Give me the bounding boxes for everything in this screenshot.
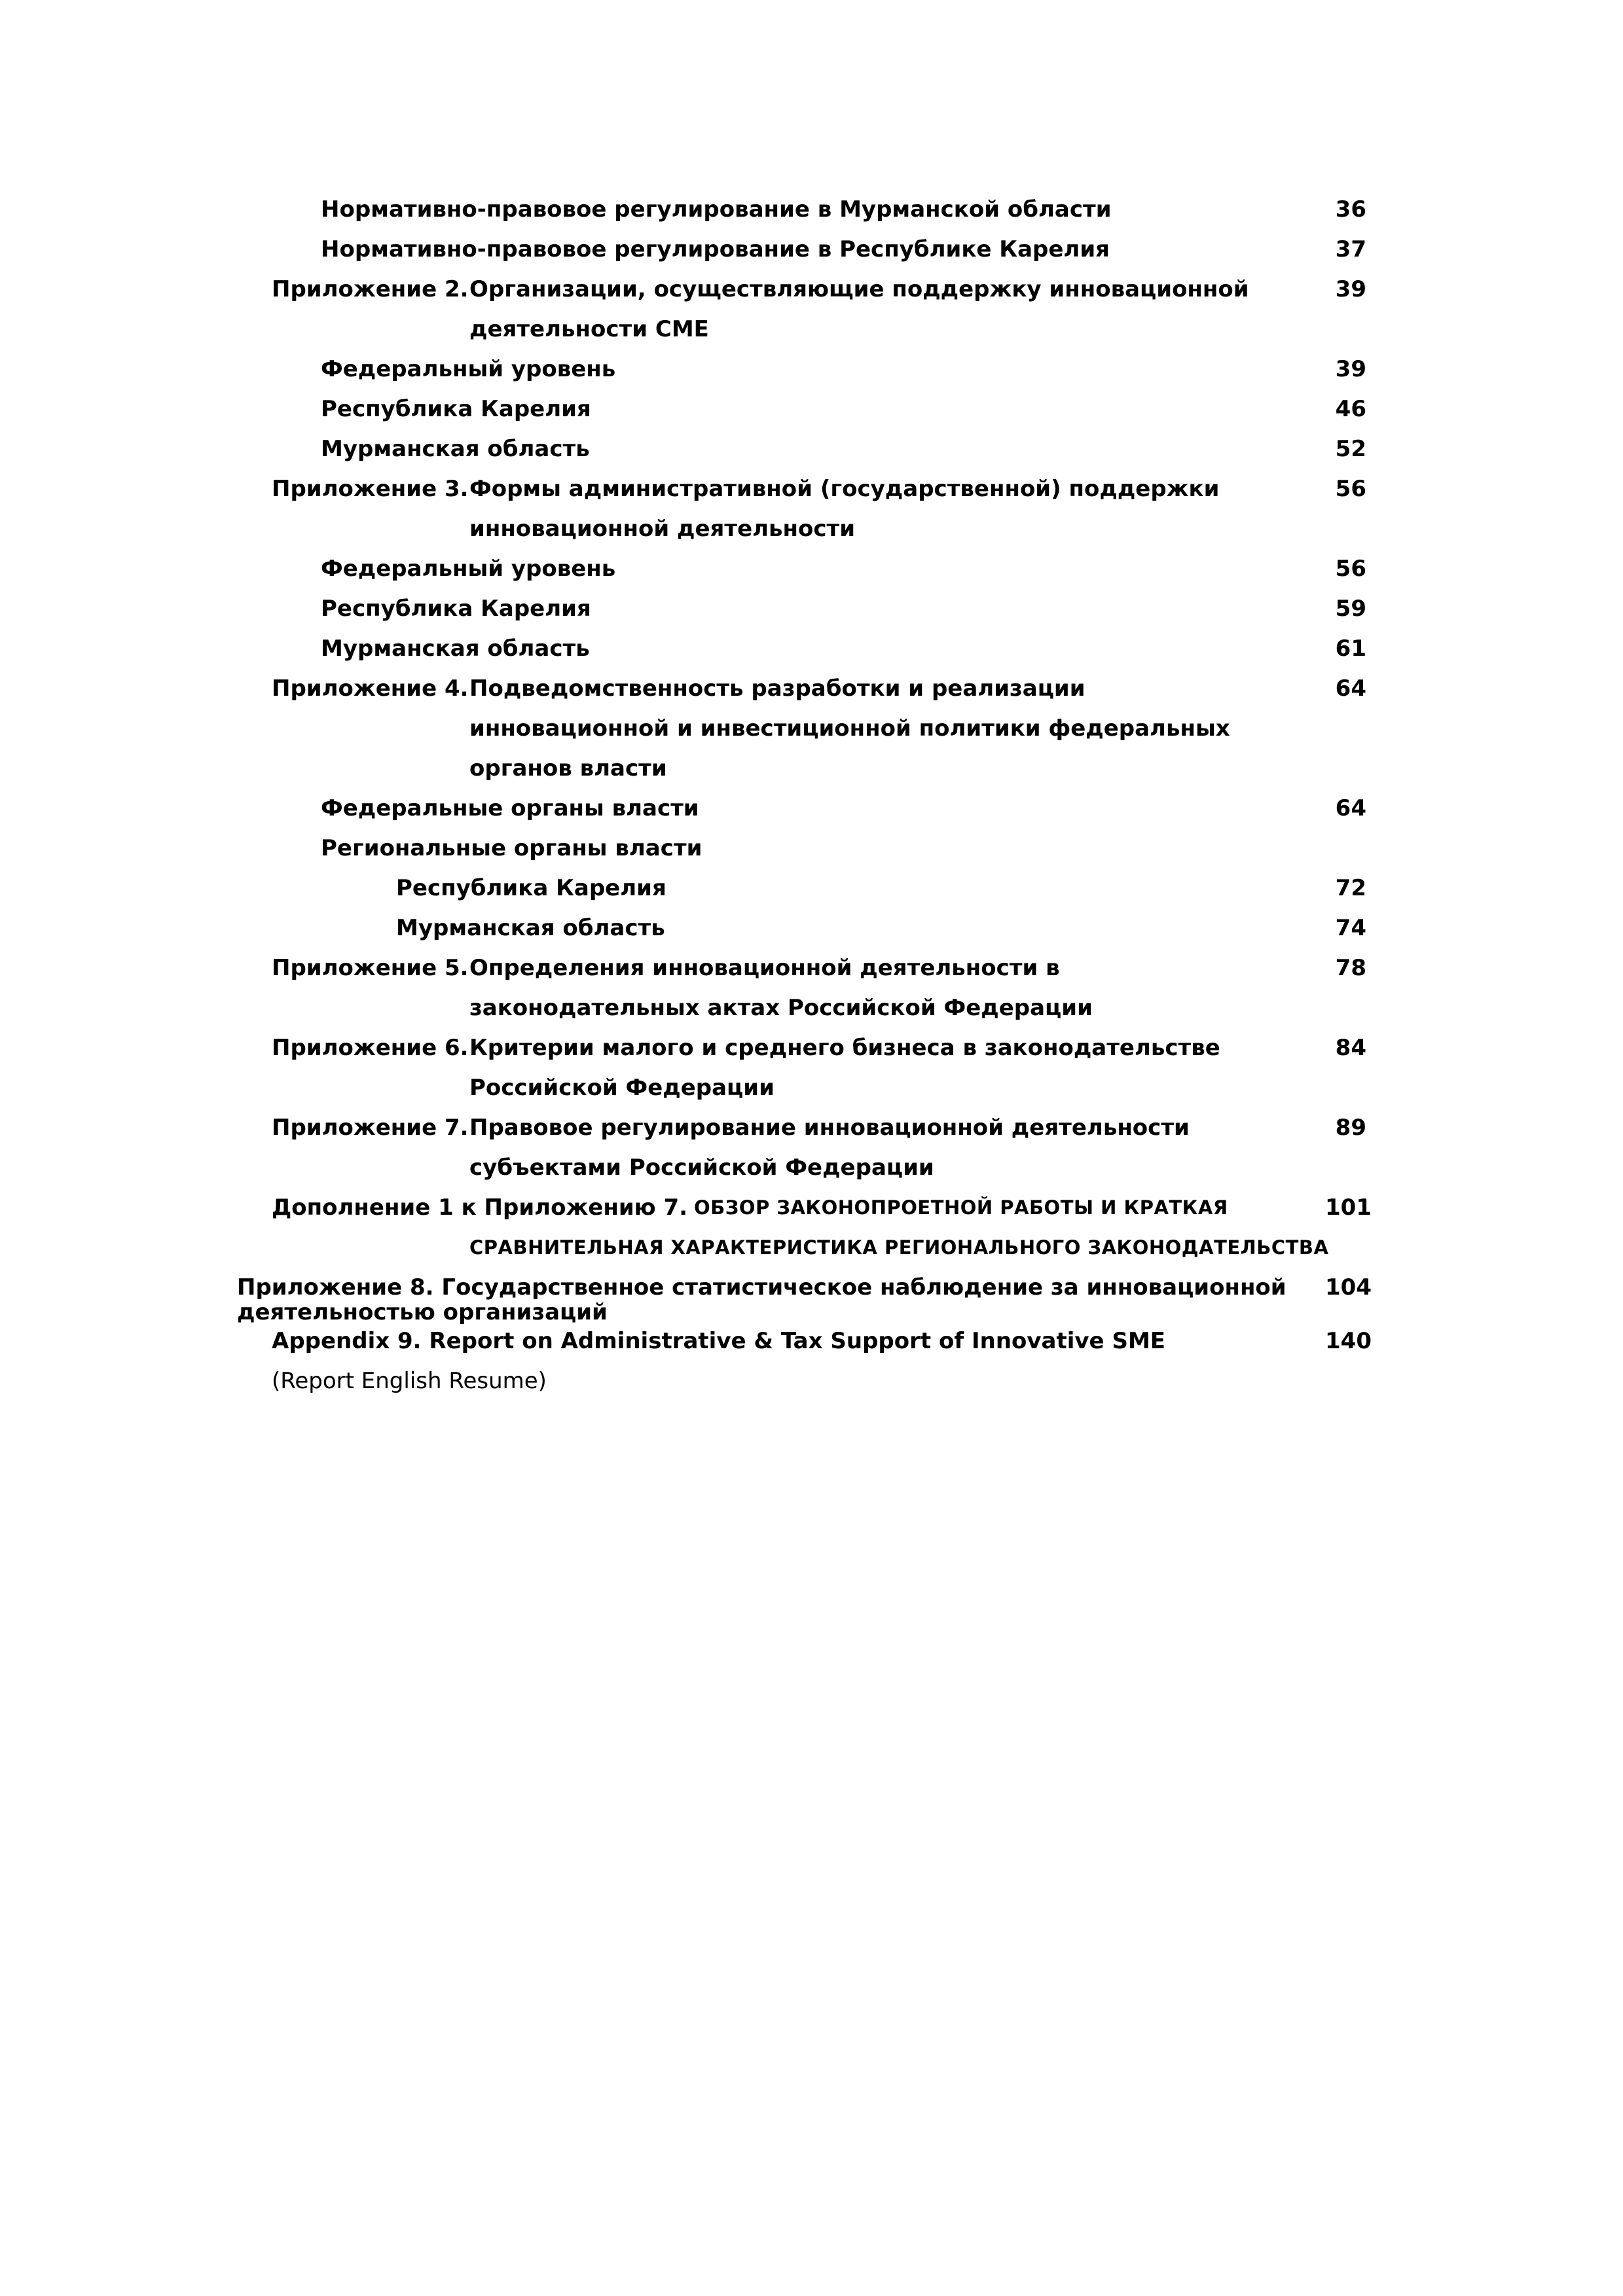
toc-entry-label-cont: деятельностью организаций	[237, 1299, 608, 1325]
toc-entry-page: 64	[1335, 795, 1366, 821]
toc-entry-prefix: Приложение 7.	[272, 1115, 469, 1141]
toc-entry-label: Нормативно-правовое регулирование в Мурманской области	[321, 196, 1112, 223]
toc-entry-page: 59	[1335, 596, 1366, 622]
toc-entry-label-cont: СРАВНИТЕЛЬНАЯ ХАРАКТЕРИСТИКА РЕГИОНАЛЬНОГО ЗАКОНОДАТЕЛЬСТВА	[469, 1236, 1329, 1259]
toc-entry-label: Мурманская область	[396, 915, 665, 941]
toc-entry-page: 78	[1335, 955, 1366, 981]
toc-entry-page: 56	[1335, 476, 1366, 502]
toc-entry-label-cont: инновационной и инвестиционной политики федеральных	[469, 715, 1230, 742]
toc-entry-page: 46	[1335, 396, 1366, 422]
toc-entry-page: 52	[1335, 436, 1366, 462]
toc-entry-label-cont: субъектами Российской Федерации	[469, 1155, 934, 1181]
toc-entry-label: Организации, осуществляющие поддержку инновационной	[469, 276, 1249, 302]
toc-entry-label: Правовое регулирование инновационной деятельности	[469, 1115, 1190, 1141]
toc-entry-prefix: Дополнение 1 к Приложению 7.	[272, 1194, 688, 1221]
toc-entry-prefix: Приложение 6.	[272, 1035, 469, 1061]
toc-entry-label: Республика Карелия	[321, 396, 591, 422]
toc-entry-label: Мурманская область	[321, 436, 590, 462]
toc-entry-label: Региональные органы власти	[321, 835, 702, 861]
toc-entry-page: 104	[1325, 1274, 1372, 1300]
toc-entry-page: 37	[1335, 236, 1366, 262]
toc-entry-page: 74	[1335, 915, 1366, 941]
toc-entry-page: 64	[1335, 675, 1366, 702]
toc-entry-label-cont: деятельности СМЕ	[469, 316, 709, 342]
toc-entry-page: 140	[1325, 1328, 1372, 1354]
toc-entry-label: Федеральные органы власти	[321, 795, 699, 821]
toc-entry-page: 56	[1335, 556, 1366, 582]
toc-entry-page: 39	[1335, 276, 1366, 302]
toc-entry-prefix: Приложение 3.	[272, 476, 469, 502]
toc-entry-label-cont: инновационной деятельности	[469, 516, 856, 542]
toc-entry-page: 61	[1335, 636, 1366, 662]
toc-entry-label: Республика Карелия	[321, 596, 591, 622]
toc-entry-prefix: Приложение 2.	[272, 276, 469, 302]
toc-entry-label: Мурманская область	[321, 636, 590, 662]
toc-entry-label: Определения инновационной деятельности в	[469, 955, 1060, 981]
toc-entry-label: Федеральный уровень	[321, 556, 616, 582]
toc-entry-page: 89	[1335, 1115, 1366, 1141]
toc-entry-prefix: Приложение 5.	[272, 955, 469, 981]
toc-entry-label: Appendix 9. Report on Administrative & Tax Support of Innovative SME	[272, 1328, 1165, 1354]
toc-entry-label: ОБЗОР ЗАКОНОПРОЕТНОЙ РАБОТЫ И КРАТКАЯ	[694, 1196, 1228, 1219]
toc-entry-label: Подведомственность разработки и реализации	[469, 675, 1085, 702]
toc-entry-label: Республика Карелия	[396, 875, 666, 901]
toc-entry-label: Федеральный уровень	[321, 356, 616, 382]
toc-entry-page: 84	[1335, 1035, 1366, 1061]
toc-entry-prefix: Приложение 4.	[272, 675, 469, 702]
toc-entry-label: Критерии малого и среднего бизнеса в законодательстве	[469, 1035, 1220, 1061]
toc-entry-page: 72	[1335, 875, 1366, 901]
toc-entry-label: Приложение 8. Государственное статистическое наблюдение за инновационной	[237, 1274, 1286, 1300]
toc-entry-page: 39	[1335, 356, 1366, 382]
toc-entry-label-cont: Российской Федерации	[469, 1075, 775, 1101]
toc-entry-page: 36	[1335, 196, 1366, 223]
toc-entry-label-cont: органов власти	[469, 755, 667, 781]
toc-entry-label: Нормативно-правовое регулирование в Республике Карелия	[321, 236, 1110, 262]
toc-entry-label-cont: (Report English Resume)	[272, 1368, 547, 1394]
toc-entry-page: 101	[1325, 1194, 1372, 1221]
toc-entry-label-cont: законодательных актах Российской Федерации	[469, 995, 1093, 1021]
toc-entry-label: Формы административной (государственной) поддержки	[469, 476, 1220, 502]
